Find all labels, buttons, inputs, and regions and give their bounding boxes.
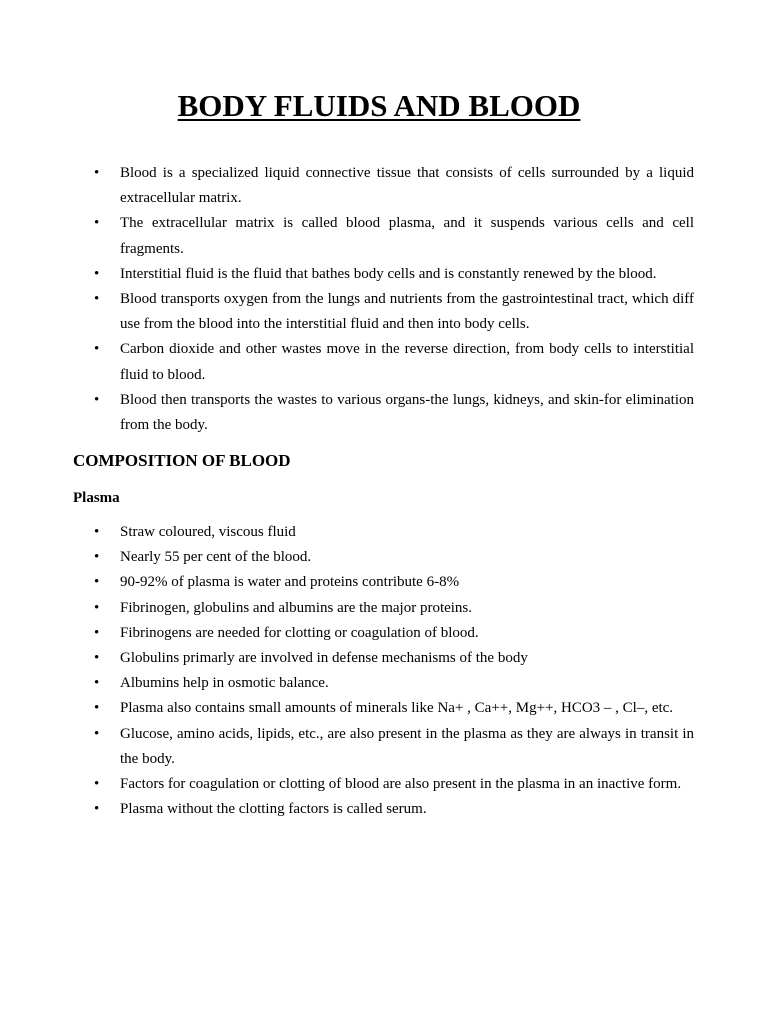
bullet-icon: • <box>94 291 100 308</box>
list-item <box>0 596 694 621</box>
plasma-bullet-list <box>0 520 768 822</box>
list-item-text: Fibrinogen, globulins and albumins are the major proteins. <box>120 599 473 616</box>
bullet-icon: • <box>94 624 100 641</box>
list-item-text: Blood is a specialized liquid connective tissue that consists of cells surrounded by a liquid extracellular matrix. <box>120 165 694 207</box>
bullet-icon: • <box>94 801 100 818</box>
bullet-icon: • <box>94 776 100 793</box>
list-item <box>0 797 694 822</box>
bullet-icon: • <box>94 675 100 692</box>
bullet-icon: • <box>94 599 100 616</box>
bullet-icon: • <box>94 265 100 282</box>
bullet-icon: • <box>94 574 100 591</box>
list-item <box>0 287 694 337</box>
bullet-icon: • <box>94 215 100 232</box>
list-item-text: Straw coloured, viscous fluid <box>120 524 296 540</box>
list-item-text: Globulins primarly are involved in defense mechanisms of the body <box>120 650 528 667</box>
list-item <box>0 646 694 671</box>
intro-bullet-list <box>0 161 768 438</box>
list-item <box>0 262 694 287</box>
list-item <box>0 671 694 696</box>
list-item-text: 90-92% of plasma is water and proteins contribute 6-8% <box>120 574 460 591</box>
list-item <box>0 337 694 387</box>
list-item-text: Fibrinogens are needed for clotting or coagulation of blood. <box>120 624 479 641</box>
bullet-icon: • <box>94 725 100 742</box>
list-item-text: Plasma also contains small amounts of minerals like Na+ , Ca++, Mg++, HCO3 – , Cl–, etc. <box>120 700 674 717</box>
list-item-text: Blood then transports the wastes to various organs-the lungs, kidneys, and skin-for elimination from the body. <box>120 391 694 434</box>
list-item <box>0 520 694 545</box>
list-item <box>0 161 694 211</box>
list-item <box>0 772 694 797</box>
list-item <box>0 621 694 646</box>
section-heading: COMPOSITION OF BLOOD <box>73 451 291 470</box>
bullet-icon: • <box>94 524 100 540</box>
page-title: BODY FLUIDS AND BLOOD <box>177 88 581 123</box>
list-item <box>0 722 694 772</box>
list-item-text: The extracellular matrix is called blood plasma, and it suspends various cells and cell fragments. <box>120 215 694 257</box>
list-item-text: Carbon dioxide and other wastes move in the reverse direction, from body cells to interstitial fluid to blood. <box>120 341 694 383</box>
bullet-icon: • <box>94 341 100 358</box>
list-item-text: Plasma without the clotting factors is called serum. <box>120 801 427 818</box>
bullet-icon: • <box>94 391 100 408</box>
bullet-icon: • <box>94 549 100 566</box>
list-item <box>0 570 694 595</box>
list-item <box>0 696 694 721</box>
list-item-text: Factors for coagulation or clotting of blood are also present in the plasma in an inactive form. <box>120 776 682 793</box>
list-item-text: Glucose, amino acids, lipids, etc., are also present in the plasma as they are always in transit in the body. <box>120 725 694 767</box>
sub-heading: Plasma <box>73 490 120 506</box>
list-item-text: Blood transports oxygen from the lungs and nutrients from the gastrointestinal tract, which diff use from the blood into the interstitial fluid and then into body cells. <box>120 291 694 333</box>
list-item-text: Interstitial fluid is the fluid that bathes body cells and is constantly renewed by the blood. <box>120 265 657 282</box>
bullet-icon: • <box>94 165 100 181</box>
list-item <box>0 211 694 261</box>
bullet-icon: • <box>94 650 100 667</box>
list-item-text: Nearly 55 per cent of the blood. <box>120 549 312 566</box>
list-item <box>0 545 694 570</box>
bullet-icon: • <box>94 700 100 717</box>
list-item <box>0 388 694 438</box>
list-item-text: Albumins help in osmotic balance. <box>120 675 329 692</box>
